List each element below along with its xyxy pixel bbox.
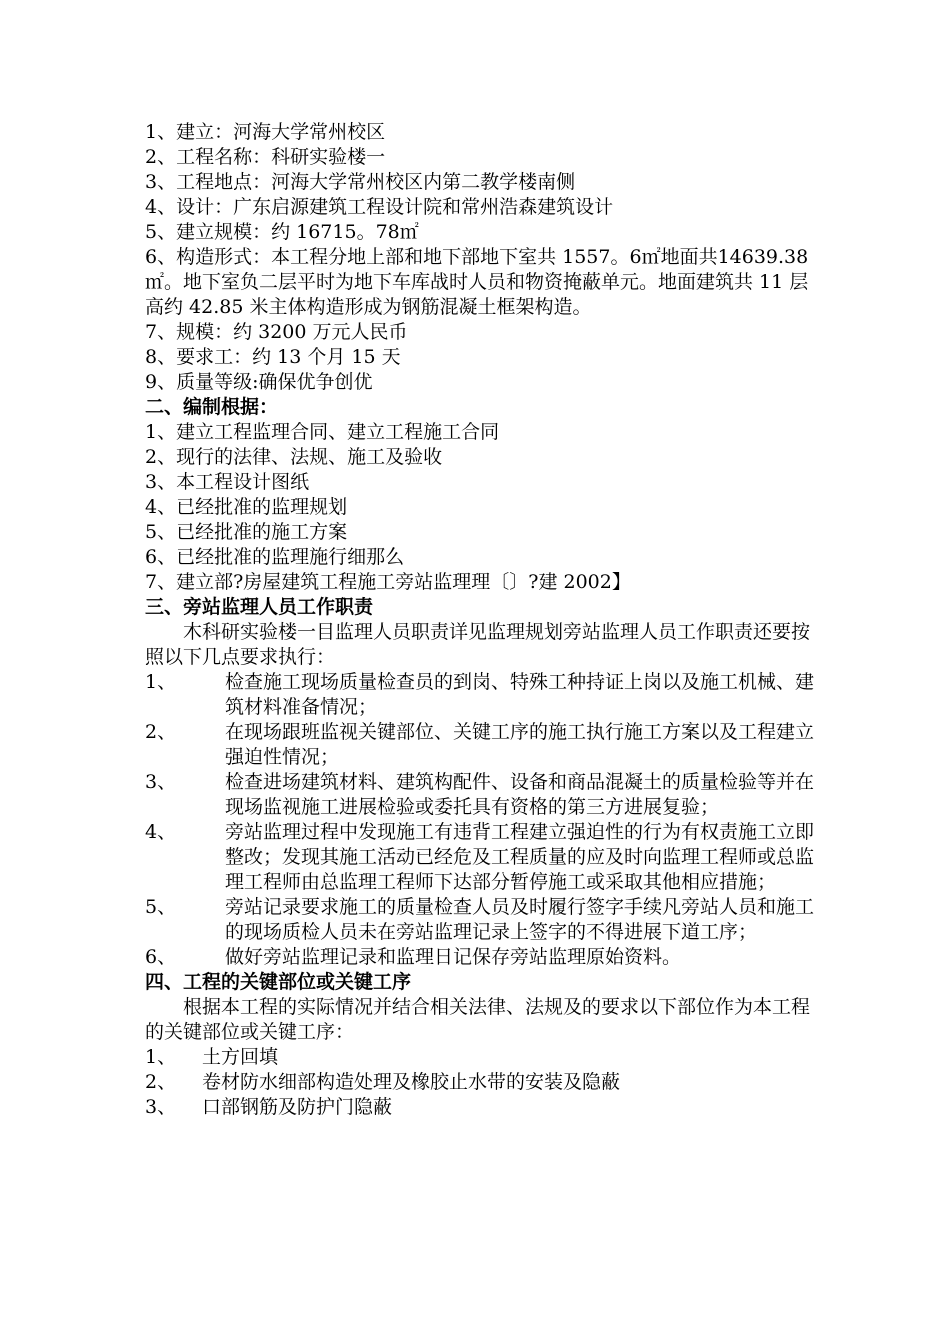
list-item: 2、现行的法律、法规、施工及验收 [145,446,443,468]
list-item: 9、质量等级:确保优争创优 [145,371,373,393]
list-item: 6、已经批准的监理施行细那么 [145,546,405,568]
list-item [145,1045,815,1070]
duties-list [145,670,815,970]
item-text: 旁站监理过程中发现施工有违背工程建立强迫性的行为有权责施工立即整改；发现其施工活动已经危及工程质量的应及时向监理工程师或总监理工程师由总监理工程师下达部分暂停施工或采取其他相应措施； [225,821,815,893]
item-number: 2、 [145,721,177,743]
list-item: 7、建立部?房屋建筑工程施工旁站监理理〔〕?建 2002】 [145,571,631,593]
list-item [145,720,815,770]
list-item [145,945,815,970]
list-item [145,770,815,820]
list-item [145,1070,815,1095]
item-number: 6、 [145,946,177,968]
list-item: 2、工程名称：科研实验楼一 [145,146,386,168]
list-item: 3、本工程设计图纸 [145,471,310,493]
list-item: 6、构造形式：本工程分地上部和地下部地下室共 1557。6㎡地面共14639.38㎡。地下室负二层平时为地下车库战时人员和物资掩蔽单元。地面建筑共 11 层高约 42.85 米主体构造形成为钢筋混凝土框架构造。 [145,246,809,318]
basis-list [145,420,815,595]
item-number: 1、 [145,1046,177,1068]
list-item: 5、建立规模：约 16715。78㎡ [145,221,419,243]
document-body [145,120,815,1120]
list-item: 3、工程地点：河海大学常州校区内第二教学楼南侧 [145,171,576,193]
section-intro: 木科研实验楼一目监理人员职责详见监理规划旁站监理人员工作职责还要按照以下几点要求执行： [145,621,811,668]
item-text: 旁站记录要求施工的质量检查人员及时履行签字手续凡旁站人员和施工的现场质检人员未在旁站监理记录上签字的不得进展下道工序； [225,896,815,943]
section-heading: 三、旁站监理人员工作职责 [145,596,374,618]
item-number: 3、 [145,771,177,793]
item-text: 口部钢筋及防护门隐蔽 [202,1096,393,1118]
list-item: 1、建立：河海大学常州校区 [145,121,386,143]
item-number: 4、 [145,821,177,843]
item-text: 做好旁站监理记录和监理日记保存旁站监理原始资料。 [225,946,682,968]
item-number: 1、 [145,671,177,693]
list-item [145,670,815,720]
section-heading: 二、编制根据： [145,396,279,418]
list-item: 1、建立工程监理合同、建立工程施工合同 [145,421,500,443]
list-item: 8、要求工：约 13 个月 15 天 [145,346,401,368]
item-number: 3、 [145,1096,177,1118]
list-item: 4、设计：广东启源建筑工程设计院和常州浩森建筑设计 [145,196,614,218]
section-intro: 根据本工程的实际情况并结合相关法律、法规及的要求以下部位作为本工程的关键部位或关键工序： [145,996,811,1043]
item-text: 土方回填 [202,1046,279,1068]
list-item [145,820,815,895]
key-process-list [145,1045,815,1120]
project-overview-list [145,120,815,395]
list-item [145,895,815,945]
item-text: 检查进场建筑材料、建筑构配件、设备和商品混凝土的质量检验等并在现场监视施工进展检验或委托具有资格的第三方进展复验； [225,771,815,818]
list-item [145,1095,815,1120]
section-heading: 四、工程的关键部位或关键工序 [145,971,412,993]
item-text: 检查施工现场质量检查员的到岗、特殊工种持证上岗以及施工机械、建筑材料准备情况； [225,671,815,718]
item-text: 卷材防水细部构造处理及橡胶止水带的安装及隐蔽 [202,1071,621,1093]
item-number: 2、 [145,1071,177,1093]
item-text: 在现场跟班监视关键部位、关键工序的施工执行施工方案以及工程建立强迫性情况； [225,721,815,768]
list-item: 4、已经批准的监理规划 [145,496,348,518]
item-number: 5、 [145,896,177,918]
list-item: 7、规模：约 3200 万元人民币 [145,321,408,343]
list-item: 5、已经批准的施工方案 [145,521,348,543]
